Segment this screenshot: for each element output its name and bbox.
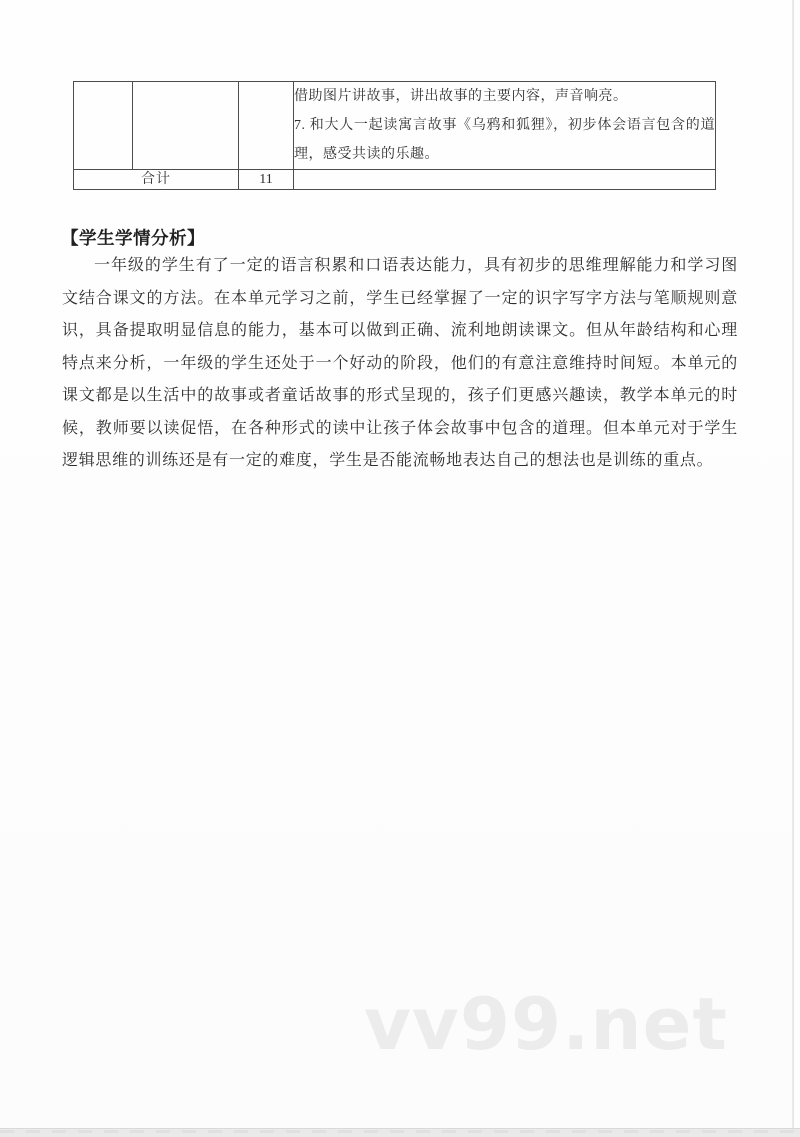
lesson-goal-line: 7. 和大人一起读寓言故事《乌鸦和狐狸》，初步体会语言包含的道理，感受共读的乐趣。 [294, 118, 715, 162]
section-heading: 【学生学情分析】 [61, 229, 205, 249]
analysis-paragraph: 一年级的学生有了一定的语言积累和口语表达能力，具有初步的思维理解能力和学习图文结合课文的方法。在本单元学习之前，学生已经掌握了一定的识字写字方法与笔顺规则意识，具备提取明显信息的能力，基本可以做到正确、流利地朗读课文。但从年龄结构和心理特点来分析，一年级的学生还处于一个好动的阶段，他们的有意注意维持时间短。本单元的课文都是以生活中的故事或者童话故事的形式呈现的，孩子们更感兴趣读，教学本单元的时候，教师要以读促悟，在各种形式的读中让孩子体会故事中包含的道理。但本单元对于学生逻辑思维的训练还是有一定的难度，学生是否能流畅地表达自己的想法也是训练的重点。 [62, 257, 738, 469]
next-page-strip [0, 1128, 800, 1137]
lesson-goal-line: 借助图片讲故事，讲出故事的主要内容，声音响亮。 [294, 89, 628, 104]
next-page-texture [0, 1130, 800, 1133]
total-value: 11 [239, 170, 294, 190]
total-label: 合计 [74, 170, 239, 190]
table-cell-empty [133, 82, 239, 170]
page-edge-gutter [794, 0, 800, 1137]
lesson-goals-cell [294, 82, 716, 170]
table-cell-empty [239, 82, 294, 170]
table-cell-empty [294, 170, 716, 190]
total-row [74, 170, 716, 190]
curriculum-table [73, 81, 716, 190]
watermark: vv99.net [364, 982, 728, 1066]
table-cell-empty [74, 82, 133, 170]
table-row [74, 82, 716, 170]
page-edge-line [792, 0, 794, 1137]
